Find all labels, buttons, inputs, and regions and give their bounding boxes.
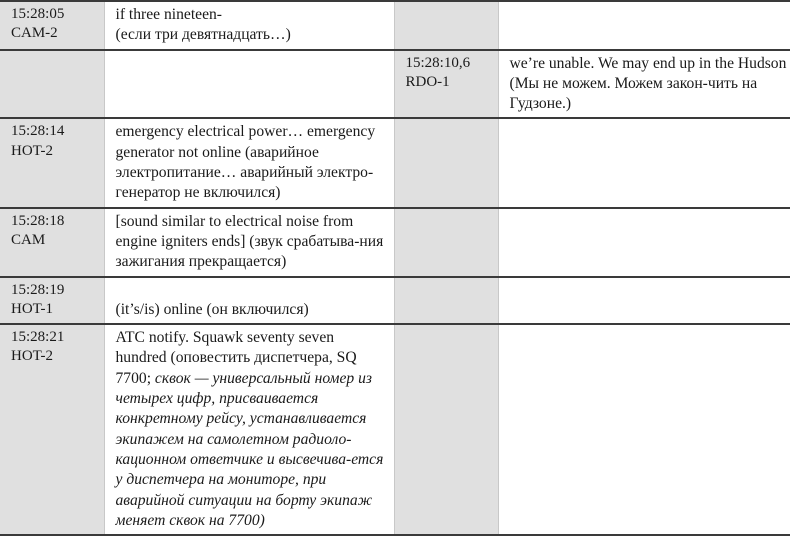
left-text-cell (104, 50, 394, 119)
timestamp: 15:28:05 (11, 6, 65, 22)
timestamp: 15:28:14 (11, 123, 65, 140)
left-time-cell (0, 50, 104, 119)
utterance: [sound similar to electrical noise from engine igniters ends] (звук срабатыва-ния зажигания прекращается) (115, 212, 384, 271)
speaker-code: CAM (11, 231, 46, 248)
timestamp: 15:28:19 (11, 281, 65, 298)
table-row (0, 50, 790, 119)
left-text-cell (104, 277, 394, 325)
utterance: (it’s/is) online (он включился) (115, 300, 309, 318)
speaker-code: CAM-2 (11, 25, 58, 42)
right-text-cell (498, 118, 790, 207)
right-time-cell (394, 50, 498, 119)
utterance: emergency electrical power… emergency generator not online (аварийное электропитание… аварийный электро-генератор не включился) (115, 123, 376, 202)
left-time-cell (0, 208, 104, 277)
right-text-cell (498, 208, 790, 277)
utterance-line-2: (если три девятнадцать…) (115, 26, 291, 44)
right-text-cell (498, 50, 790, 119)
speaker-code: HOT-2 (11, 348, 53, 365)
translator-note: сквок — универсальный номер из четырех цифр, присваивается конкретному рейсу, устанавливается экипажем на самолетном радиоло-кационном ответчике и высвечива-ется у диспетчера на мониторе, при аварийной ситуации на борту экипаж меняет сквок на 7700) (115, 369, 384, 529)
left-time-cell (0, 324, 104, 535)
table-row (0, 118, 790, 207)
blank-line (116, 281, 388, 300)
utterance-line-1: if three nineteen- (115, 6, 222, 23)
timestamp: 15:28:21 (11, 329, 65, 346)
right-text-cell (498, 277, 790, 325)
table-row (0, 1, 790, 50)
right-time-cell (394, 277, 498, 325)
left-time-cell (0, 277, 104, 325)
table-row (0, 324, 790, 535)
timestamp: 15:28:18 (11, 212, 65, 229)
utterance: ATC notify. Squawk seventy seven hundred (оповестить диспетчера, SQ 7700; (115, 329, 357, 387)
right-text-cell (498, 1, 790, 50)
left-text-cell (104, 118, 394, 207)
speaker-code: HOT-2 (11, 142, 53, 159)
speaker-code: HOT-1 (11, 300, 53, 317)
right-time-cell (394, 118, 498, 207)
table-row (0, 208, 790, 277)
utterance: we’re unable. We may end up in the Hudson (Мы не можем. Можем закон-чить на Гудзоне.) (509, 54, 787, 113)
left-text-cell (104, 324, 394, 535)
left-time-cell (0, 1, 104, 50)
timestamp: 15:28:10,6 (405, 54, 471, 71)
right-time-cell (394, 324, 498, 535)
speaker-code: RDO-1 (405, 73, 450, 90)
right-time-cell (394, 208, 498, 277)
left-text-cell (104, 1, 394, 50)
left-time-cell (0, 118, 104, 207)
table-row (0, 277, 790, 325)
left-text-cell (104, 208, 394, 277)
right-text-cell (498, 324, 790, 535)
right-time-cell (394, 1, 498, 50)
